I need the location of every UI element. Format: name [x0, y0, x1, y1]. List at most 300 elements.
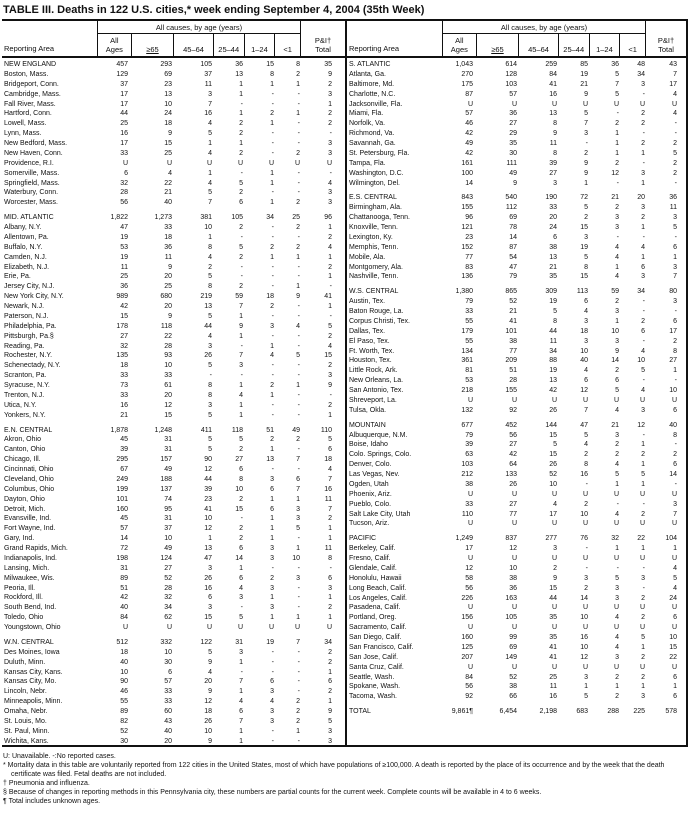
value-cell: 35 [509, 140, 517, 147]
reporting-area-cell: Hartford, Conn. [4, 110, 52, 118]
reporting-area-cell: St. Louis, Mo. [4, 717, 47, 725]
value-cell: 6 [328, 446, 332, 454]
value-cell: 9,861¶ [451, 708, 473, 716]
value-cell: 27 [549, 169, 557, 177]
reporting-area-cell: Santa Cruz, Calif. [349, 663, 404, 671]
value-cell: 5 [296, 352, 300, 360]
value-cell: 3 [641, 574, 645, 582]
value-cell: 6 [673, 406, 677, 414]
reporting-area-cell: Trenton, N.J. [4, 391, 45, 399]
value-cell: 77 [509, 510, 517, 518]
reporting-area-cell: Berkeley, Calif. [349, 545, 396, 553]
value-cell: 4 [673, 564, 677, 572]
value-cell: 1,380 [455, 288, 473, 296]
value-cell: 6 [239, 545, 243, 552]
region-section [347, 421, 686, 530]
value-cell: 6 [328, 678, 332, 686]
value-cell: 38 [509, 574, 517, 582]
value-cell: 90 [120, 678, 128, 686]
value-cell: 6 [553, 233, 557, 241]
value-cell: - [271, 372, 274, 380]
value-cell: 17 [549, 510, 557, 518]
value-cell: 3 [584, 317, 588, 325]
value-cell: 10 [580, 614, 588, 622]
value-cell: U [551, 490, 557, 498]
value-cell: 20 [204, 678, 212, 686]
value-cell: 20 [164, 737, 172, 745]
value-cell: 33 [120, 149, 128, 157]
value-cell: 14 [669, 471, 677, 478]
value-cell: - [674, 377, 677, 385]
value-cell: 10 [164, 362, 172, 370]
value-cell: 27 [120, 332, 128, 340]
value-cell: 1 [239, 411, 243, 419]
reporting-area-cell: Des Moines, Iowa [4, 648, 60, 656]
city-row [347, 366, 686, 376]
value-cell: 190 [545, 194, 557, 202]
value-cell: 57 [120, 525, 128, 533]
city-row [2, 668, 345, 678]
value-cell: 32 [120, 179, 128, 187]
col-header-1-24: 1–24 [244, 34, 275, 56]
value-cell: 21 [120, 411, 128, 419]
value-cell: - [271, 130, 274, 138]
value-cell: 5 [208, 436, 212, 444]
value-cell: 19 [120, 253, 128, 261]
city-row [347, 564, 686, 574]
reporting-area-cell: NEW ENGLAND [4, 61, 57, 68]
value-cell: 29 [509, 130, 517, 138]
value-cell: 7 [239, 717, 243, 725]
value-cell: 5 [296, 525, 300, 533]
value-cell: 1 [239, 688, 243, 696]
value-cell: - [297, 100, 300, 108]
value-cell: 452 [505, 421, 517, 429]
value-cell: 293 [160, 61, 172, 68]
value-cell: 144 [545, 421, 557, 429]
value-cell: 2 [270, 110, 274, 118]
value-cell: 175 [461, 80, 473, 88]
value-cell: 13 [549, 377, 557, 385]
value-cell: 2 [641, 120, 645, 128]
value-cell: 6,454 [499, 708, 517, 716]
value-cell: 1 [641, 683, 645, 691]
value-cell: 2 [584, 584, 588, 592]
value-cell: 2 [296, 199, 300, 207]
value-cell: 3 [328, 584, 332, 592]
value-cell: 1 [239, 140, 243, 147]
value-cell: 4 [615, 510, 619, 518]
value-cell: 28 [120, 189, 128, 197]
value-cell: 96 [465, 214, 473, 222]
value-cell: 27 [509, 441, 517, 449]
value-cell: 49 [509, 169, 517, 177]
value-cell: 3 [584, 673, 588, 681]
reporting-area-cell: Cleveland, Ohio [4, 475, 54, 483]
value-cell: - [271, 233, 274, 241]
value-cell: 35 [549, 273, 557, 281]
table-body-right [347, 58, 686, 745]
value-cell: 96 [324, 214, 332, 222]
reporting-area-cell: Shreveport, La. [349, 396, 397, 404]
value-cell: 73 [120, 382, 128, 389]
value-cell: 2 [328, 233, 332, 241]
region-section [2, 638, 345, 745]
value-cell: 8 [270, 70, 274, 78]
value-cell: 4 [673, 110, 677, 118]
city-row [2, 371, 345, 381]
value-cell: 2 [641, 451, 645, 459]
value-cell: 24 [669, 594, 677, 602]
value-cell: U [582, 396, 588, 404]
value-cell: 2 [584, 149, 588, 157]
value-cell: 52 [120, 727, 128, 735]
city-row [347, 253, 686, 263]
value-cell: - [642, 431, 645, 439]
value-cell: - [642, 308, 645, 315]
city-row [347, 109, 686, 119]
value-cell: 677 [461, 421, 473, 429]
value-cell: 26 [204, 717, 212, 725]
value-cell: 1,822 [110, 214, 128, 222]
reporting-area-cell: New Orleans, La. [349, 377, 404, 385]
city-row [347, 584, 686, 594]
value-cell: 2 [270, 382, 274, 389]
reporting-area-cell: Savannah, Ga. [349, 140, 396, 147]
reporting-area-cell: Memphis, Tenn. [349, 243, 399, 251]
col-header-all-line1: All [455, 36, 464, 45]
reporting-area-cell: San Francisco, Calif. [349, 643, 414, 651]
value-cell: 9 [239, 322, 243, 330]
value-cell: 20 [164, 273, 172, 281]
value-cell: 4 [208, 179, 212, 187]
reporting-area-cell: Washington, D.C. [349, 169, 404, 177]
value-cell: 12 [611, 169, 619, 177]
value-cell: 5 [553, 441, 557, 449]
value-cell: 10 [164, 100, 172, 108]
reporting-area-cell: Tucson, Ariz. [349, 520, 390, 528]
value-cell: 10 [292, 554, 300, 562]
value-cell: U [671, 555, 677, 562]
value-cell: 1 [328, 594, 332, 602]
value-cell: 25 [292, 214, 300, 222]
value-cell: 1 [328, 668, 332, 676]
value-cell: 2 [239, 189, 243, 197]
value-cell: U [467, 100, 473, 108]
region-section [2, 426, 345, 633]
value-cell: - [642, 90, 645, 98]
city-row [2, 70, 345, 80]
value-cell: 62 [164, 614, 172, 622]
city-row [2, 603, 345, 613]
value-cell: 5 [673, 574, 677, 582]
value-cell: 4 [328, 179, 332, 187]
value-cell: 37 [120, 80, 128, 88]
value-cell: U [551, 396, 557, 404]
value-cell: 76 [580, 535, 588, 543]
value-cell: U [671, 100, 677, 108]
region-section [2, 213, 345, 420]
table-header-left [2, 21, 345, 58]
value-cell: 4 [208, 120, 212, 128]
value-cell: 5 [208, 189, 212, 197]
value-cell: U [467, 604, 473, 612]
col-header-pi-total [646, 21, 686, 56]
city-row [347, 673, 686, 683]
value-cell: 1 [328, 614, 332, 622]
value-cell: 2 [641, 140, 645, 147]
value-cell: 8 [553, 149, 557, 157]
city-row [347, 272, 686, 282]
value-cell: 36 [611, 61, 619, 68]
value-cell: - [240, 273, 243, 281]
city-row [2, 697, 345, 707]
value-cell: 212 [461, 471, 473, 478]
city-row [2, 687, 345, 697]
value-cell: 5 [584, 253, 588, 261]
value-cell: - [585, 564, 588, 572]
value-cell: 1 [270, 391, 274, 399]
value-cell: 21 [509, 308, 517, 315]
value-cell: 9 [513, 179, 517, 187]
value-cell: - [585, 480, 588, 488]
reporting-area-cell: Fort Wayne, Ind. [4, 525, 56, 533]
city-row [347, 682, 686, 692]
value-cell: U [511, 555, 517, 562]
value-cell: 51 [266, 426, 274, 434]
reporting-area-cell: San Diego, Calif. [349, 634, 402, 641]
city-row [347, 233, 686, 243]
value-cell: 11 [669, 204, 677, 212]
value-cell: U [639, 555, 645, 562]
value-cell: 69 [164, 70, 172, 78]
value-cell: 33 [465, 500, 473, 508]
city-row [347, 554, 686, 564]
value-cell: 155 [505, 387, 517, 394]
city-row [2, 534, 345, 544]
city-row [347, 243, 686, 253]
age-group-header: All causes, by age (years) [98, 21, 300, 34]
reporting-area-cell: Sacramento, Calif. [349, 624, 407, 632]
value-cell: 15 [204, 614, 212, 622]
value-cell: 1 [641, 480, 645, 488]
value-cell: 113 [576, 288, 588, 296]
value-cell: - [674, 233, 677, 241]
value-cell: 20 [549, 214, 557, 222]
value-cell: U [122, 159, 128, 167]
value-cell: - [616, 179, 619, 187]
value-cell: 69 [509, 214, 517, 222]
value-cell: - [616, 564, 619, 572]
value-cell: 4 [553, 500, 557, 508]
value-cell: 5 [208, 411, 212, 419]
col-header-all-line2: Ages [105, 44, 123, 54]
reporting-area-cell: Cincinnati, Ohio [4, 466, 54, 473]
value-cell: 32 [120, 342, 128, 350]
table-body-left [2, 58, 345, 745]
reporting-area-cell: Columbus, Ohio [4, 485, 55, 493]
value-cell: 3 [328, 372, 332, 380]
reporting-area-cell: Cambridge, Mass. [4, 90, 61, 98]
value-cell: 32 [164, 594, 172, 602]
value-cell: 105 [200, 61, 212, 68]
city-row [2, 342, 345, 352]
value-cell: 92 [465, 693, 473, 701]
value-cell: 10 [669, 634, 677, 641]
city-row [2, 648, 345, 658]
value-cell: 7 [296, 456, 300, 464]
value-cell: 5 [208, 130, 212, 138]
value-cell: 28 [164, 342, 172, 350]
value-cell: 1 [296, 253, 300, 261]
value-cell: 26 [549, 461, 557, 469]
value-cell: 21 [580, 80, 588, 88]
value-cell: 4 [584, 441, 588, 449]
reporting-area-cell: Pittsburgh, Pa.§ [4, 332, 54, 340]
value-cell: 31 [120, 564, 128, 572]
value-cell: - [297, 688, 300, 696]
city-row [2, 381, 345, 391]
region-total-row [347, 421, 686, 431]
value-cell: U [613, 604, 619, 612]
value-cell: 24 [549, 224, 557, 231]
value-cell: 42 [465, 149, 473, 157]
value-cell: 5 [239, 614, 243, 622]
reporting-area-cell: Rochester, N.Y. [4, 352, 53, 360]
city-row [2, 505, 345, 515]
value-cell: U [511, 490, 517, 498]
value-cell: - [297, 140, 300, 147]
value-cell: 2 [615, 441, 619, 449]
value-cell: 1 [673, 545, 677, 553]
city-row [2, 129, 345, 139]
value-cell: U [551, 100, 557, 108]
value-cell: 8 [208, 283, 212, 291]
value-cell: 10 [580, 510, 588, 518]
value-cell: - [271, 100, 274, 108]
value-cell: 2 [239, 253, 243, 261]
reporting-area-cell: Denver, Colo. [349, 461, 392, 469]
city-row [347, 643, 686, 653]
age-group-block [97, 21, 301, 56]
value-cell: U [582, 663, 588, 671]
reporting-area-cell: Erie, Pa. [4, 273, 31, 281]
value-cell: U [613, 490, 619, 498]
value-cell: 8 [553, 317, 557, 325]
reporting-area-cell: Lynn, Mass. [4, 130, 42, 138]
value-cell: - [271, 668, 274, 676]
value-cell: 15 [164, 140, 172, 147]
reporting-area-cell: St. Petersburg, Fla. [349, 149, 410, 157]
city-row [347, 90, 686, 100]
value-cell: 58 [465, 574, 473, 582]
value-cell: 89 [120, 574, 128, 582]
value-cell: U [582, 604, 588, 612]
city-row [347, 179, 686, 189]
city-row [347, 519, 686, 529]
value-cell: 1 [641, 253, 645, 261]
value-cell: 26 [509, 480, 517, 488]
value-cell: 2 [296, 224, 300, 231]
value-cell: 5 [208, 446, 212, 454]
footnote-line: ¶ Total includes unknown ages. [3, 798, 101, 805]
reporting-area-cell: New York City, N.Y. [4, 293, 64, 301]
value-cell: 10 [611, 327, 619, 335]
value-cell: U [671, 520, 677, 528]
value-cell: U [237, 624, 243, 631]
value-cell: 1 [615, 317, 619, 325]
reporting-area-cell: Seattle, Wash. [349, 673, 395, 681]
value-cell: 34 [637, 288, 645, 296]
value-cell: 2 [641, 110, 645, 118]
value-cell: 6 [124, 169, 128, 177]
value-cell: 15 [549, 431, 557, 439]
value-cell: 2 [641, 317, 645, 325]
value-cell: 15 [580, 273, 588, 281]
city-row [2, 574, 345, 584]
city-row [347, 263, 686, 273]
value-cell: U [639, 490, 645, 498]
reporting-area-cell: Atlanta, Ga. [349, 70, 386, 78]
city-row [2, 435, 345, 445]
value-cell: 46 [120, 688, 128, 696]
value-cell: 3 [270, 475, 274, 483]
reporting-area-cell: Dayton, Ohio [4, 495, 45, 503]
value-cell: 2 [270, 303, 274, 310]
value-cell: 78 [509, 224, 517, 231]
value-cell: 9 [584, 159, 588, 167]
value-cell: 42 [549, 387, 557, 394]
reporting-area-cell: Kansas City, Kans. [4, 668, 63, 676]
city-row [2, 332, 345, 342]
value-cell: 1 [239, 110, 243, 118]
value-cell: 6 [584, 377, 588, 385]
city-row [347, 594, 686, 604]
value-cell: 3 [641, 693, 645, 701]
city-row [2, 302, 345, 312]
value-cell: U [206, 159, 212, 167]
value-cell: 5 [584, 693, 588, 701]
city-row [347, 337, 686, 347]
value-cell: 2 [239, 130, 243, 138]
value-cell: 160 [461, 634, 473, 641]
value-cell: 1 [328, 525, 332, 533]
reporting-area-header: Reporting Area [4, 44, 55, 53]
value-cell: - [297, 594, 300, 602]
value-cell: - [297, 658, 300, 666]
reporting-area-cell: Evansville, Ind. [4, 515, 52, 523]
reporting-area-cell: TOTAL [349, 708, 371, 716]
value-cell: 1 [270, 614, 274, 622]
value-cell: 2,198 [539, 708, 557, 716]
value-cell: 5 [208, 362, 212, 370]
value-cell: 39 [120, 446, 128, 454]
value-cell: 64 [509, 461, 517, 469]
value-cell: 6 [296, 475, 300, 483]
value-cell: 110 [461, 510, 473, 518]
value-cell: U [671, 604, 677, 612]
value-cell: 49 [292, 426, 300, 434]
value-cell: - [271, 189, 274, 197]
value-cell: 40 [669, 421, 677, 429]
value-cell: 35 [549, 614, 557, 622]
value-cell: 1 [270, 446, 274, 454]
city-row [347, 431, 686, 441]
value-cell: 5 [208, 648, 212, 656]
footnote-line: * Mortality data in this table are voluntarily reported from 122 cities in the United States, most of which have populations of ≥100,000. A death is reported by the place of its occurrence and by the week that the death certificate was filed. Fetal deaths are not included. [3, 762, 665, 778]
reporting-area-cell: Richmond, Va. [349, 130, 395, 138]
value-cell: 6 [673, 317, 677, 325]
